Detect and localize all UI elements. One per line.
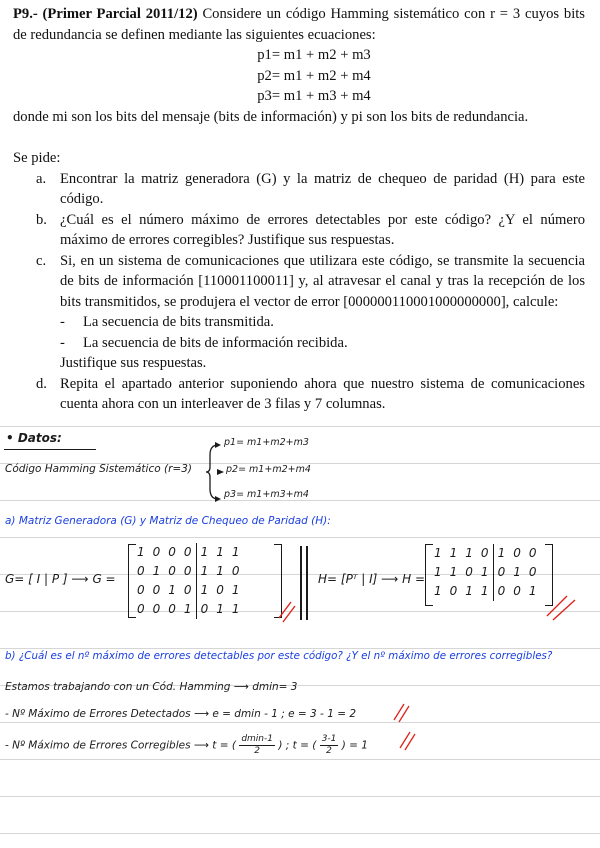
h-cell: 0	[528, 546, 537, 560]
sub-item-1: - La secuencia de bits transmitida.	[60, 314, 274, 330]
max-correctable-prefix: - Nº Máximo de Errores Corregibles ⟶ t = (	[5, 739, 236, 752]
divider-bar-2	[306, 546, 308, 620]
problem-intro-text: Considere un código Hamming sistemático con r = 3 cuyos bits de redundancia se definen mediante las siguientes ecuaciones:	[13, 6, 585, 43]
g-check-mark	[277, 596, 297, 624]
g-cell: 1	[231, 545, 240, 559]
equation-1: p1= m1 + m2 + m3	[257, 47, 371, 63]
h-cell: 1	[434, 546, 442, 560]
g-cell: 1	[216, 602, 224, 616]
g-cell: 1	[137, 545, 145, 559]
h-cell: 1	[480, 565, 489, 579]
question-d	[13, 374, 585, 415]
fraction-value	[320, 734, 339, 757]
g-cell: 0	[168, 602, 176, 616]
g-cell: 1	[168, 583, 176, 597]
definition-line: donde mi son los bits del mensaje (bits de información) y pi son los bits de redundancia.	[13, 108, 529, 125]
fraction-dmin-num: dmin-1	[241, 734, 273, 744]
g-cell: 0	[231, 564, 240, 578]
g-cell: 0	[183, 583, 192, 597]
h-cell: 1	[528, 584, 537, 598]
g-cell: 0	[152, 583, 161, 597]
sub-item-1-text: La secuencia de bits transmitida.	[83, 314, 274, 330]
g-cell: 0	[137, 583, 145, 597]
g-cell: 0	[137, 564, 145, 578]
h-row	[430, 544, 540, 563]
h-cell: 1	[493, 544, 509, 563]
g-cell: 1	[231, 602, 240, 616]
question-c	[13, 251, 585, 313]
codigo-label: Código Hamming Sistemático (r=3)	[5, 463, 192, 475]
h-cell: 0	[493, 563, 509, 582]
h-cell: 1	[513, 565, 521, 579]
h-check-mark	[545, 592, 579, 622]
g-cell: 0	[183, 545, 192, 559]
datos-underline	[4, 449, 96, 450]
hamming-dmin-line: Estamos trabajando con un Cód. Hamming ⟶ dmin= 3	[5, 681, 298, 693]
question-list	[13, 169, 585, 415]
g-cell: 0	[168, 545, 176, 559]
g-cell: 1	[183, 602, 192, 616]
h-cell: 0	[480, 546, 489, 560]
g-cell: 1	[152, 564, 161, 578]
question-d-text: Repita el apartado anterior suponiendo ahora que nuestro sistema de comunicaciones cuenta ahora con un interleaver de 3 filas y 7 columnas.	[60, 375, 585, 412]
g-cell: 1	[231, 583, 240, 597]
equation-2: p2= m1 + m2 + m4	[257, 67, 371, 84]
h-cell: 1	[465, 546, 473, 560]
h-cell: 1	[434, 584, 442, 598]
h-row	[430, 582, 540, 601]
g-cell: 1	[196, 543, 212, 562]
question-c-label: c.	[36, 252, 47, 269]
brace-arrows	[206, 441, 226, 503]
g-cell: 0	[183, 564, 192, 578]
fraction-dmin	[239, 734, 275, 757]
g-row	[133, 562, 243, 581]
part-a-heading: a) Matriz Generadora (G) y Matriz de Chequeo de Paridad (H):	[5, 515, 331, 527]
h-cell: 0	[465, 565, 473, 579]
g-row	[133, 581, 243, 600]
g-cell: 0	[196, 600, 212, 619]
h-row	[430, 563, 540, 582]
g-cell: 0	[168, 564, 176, 578]
h-matrix	[430, 544, 540, 601]
note-eq-1: p1= m1+m2+m3	[224, 437, 309, 448]
question-b	[13, 210, 585, 251]
question-b-text: ¿Cuál es el número máximo de errores detectables por este código? ¿Y el número máximo de errores corregibles? Justifique sus respuestas.	[60, 211, 585, 248]
g-row	[133, 600, 243, 619]
divider-bar-1	[300, 546, 302, 620]
note-eq-2: p2= m1+m2+m4	[226, 464, 311, 475]
problem-statement	[13, 4, 585, 415]
part-b-heading: b) ¿Cuál es el nº máximo de errores detectables por este código? ¿Y el nº máximo de errores corregibles?	[5, 650, 553, 662]
question-a-label: a.	[36, 170, 47, 187]
b-check-mark-1	[392, 702, 412, 724]
g-cell: 0	[216, 583, 224, 597]
h-cell: 1	[449, 565, 458, 579]
g-cell: 1	[196, 581, 212, 600]
fraction-value-den: 2	[326, 746, 332, 756]
max-correctable-mid: ) ; t = (	[278, 739, 317, 752]
h-cell: 0	[449, 584, 458, 598]
se-pide: Se pide:	[13, 150, 61, 166]
h-cell: 0	[513, 546, 521, 560]
justifique-line: Justifique sus respuestas.	[60, 355, 207, 371]
h-cell: 1	[449, 546, 458, 560]
sub-item-2-text: La secuencia de bits de información recibida.	[83, 334, 348, 351]
problem-title: P9.- (Primer Parcial 2011/12)	[13, 6, 198, 22]
max-correctable-result: ) = 1	[341, 739, 368, 752]
max-correctable-line	[5, 734, 368, 757]
h-cell: 0	[513, 584, 521, 598]
sub-item-2: - La secuencia de bits de información recibida.	[60, 334, 348, 351]
question-a-text: Encontrar la matriz generadora (G) y la matriz de chequeo de paridad (H) para este código.	[60, 170, 585, 207]
fraction-dmin-den: 2	[254, 746, 261, 756]
equation-3: p3= m1 + m3 + m4	[257, 88, 371, 104]
question-b-label: b.	[36, 211, 47, 228]
handwritten-notes	[0, 426, 600, 848]
g-cell: 0	[152, 602, 161, 616]
b-check-mark-2	[398, 730, 418, 752]
h-cell: 0	[493, 582, 509, 601]
h-cell: 1	[480, 584, 489, 598]
h-cell: 1	[434, 565, 442, 579]
question-c-text: Si, en un sistema de comunicaciones que utilizara este código, se transmite la secuencia de bits de información [110001100011] y, al atravesar el canal y tras la recepción de los bits transmitidos, se produjera el vector de error [000000110001000000000], calcule:	[60, 252, 585, 310]
h-expression: H= [Pᵀ | I] ⟶ H =	[318, 572, 426, 586]
g-matrix	[133, 543, 243, 619]
g-expression: G= [ I | P ] ⟶ G =	[5, 572, 116, 586]
h-cell: 0	[528, 565, 537, 579]
question-a	[13, 169, 585, 210]
g-cell: 0	[152, 545, 161, 559]
problem-intro	[13, 4, 585, 45]
note-eq-3: p3= m1+m3+m4	[224, 489, 309, 500]
g-cell: 1	[196, 562, 212, 581]
g-cell: 1	[216, 564, 224, 578]
g-cell: 1	[216, 545, 224, 559]
g-cell: 0	[137, 602, 145, 616]
datos-heading: • Datos:	[6, 431, 62, 445]
question-d-label: d.	[36, 375, 47, 392]
h-cell: 1	[465, 584, 473, 598]
fraction-value-num: 3-1	[321, 734, 337, 744]
max-detectable-line: - Nº Máximo de Errores Detectados ⟶ e = dmin - 1 ; e = 3 - 1 = 2	[5, 708, 357, 720]
g-row	[133, 543, 243, 562]
